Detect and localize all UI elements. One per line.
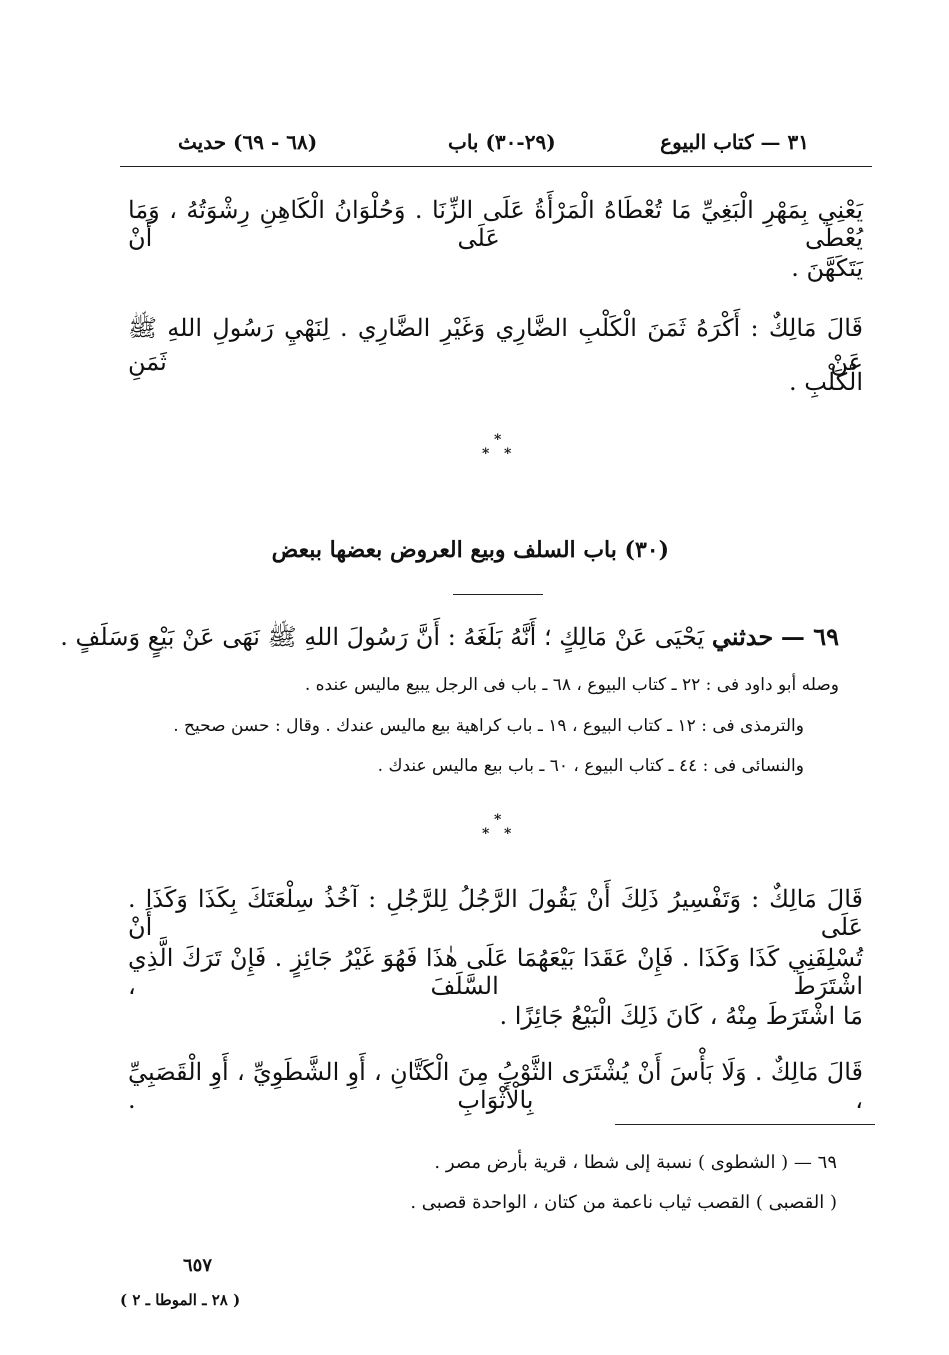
footnote: ٦٩ — ( الشطوى ) نسبة إلى شطا ، قرية بأرض مصر . — [434, 1152, 837, 1173]
header-hadith-range: (٦٨ - ٦٩) حديث — [178, 130, 318, 154]
header-book-title: ٣١ — كتاب البيوع — [660, 130, 809, 154]
footnote: ( القصبى ) القصب ثياب ناعمة من كتان ، الواحدة قصبى . — [410, 1192, 837, 1213]
body-line: تُسْلِفَنِي كَذَا وَكَذَا . فَإِنْ عَقَدَا بَيْعَهُمَا عَلَى هٰذَا فَهُوَ غَيْرُ جَائِزٍ . فَإِنْ تَرَكَ الَّذِي اشْتَرَطَ السَّلَفَ ، — [128, 944, 863, 1000]
header-chapter-range: (٢٩-٣٠) باب — [448, 130, 556, 154]
body-line: قَالَ مَالِكٌ . وَلَا بَأْسَ أَنْ يُشْتَرَى الثَّوْبُ مِنَ الْكَتَّانِ ، أَوِ الشَّطَوِيِّ ، أَوِ الْقَصَبِيِّ ، بِالْأَثْوَابِ . — [128, 1058, 863, 1114]
hadith-69 — [60, 622, 839, 657]
separator-stars: * * * — [482, 812, 512, 842]
body-line: يَعْنِي بِمَهْرِ الْبَغِيِّ مَا تُعْطَاهُ الْمَرْأَةُ عَلَى الزِّنَا . وَحُلْوَانُ الْكَاهِنِ رِشْوَتُهُ ، وَمَا يُعْطَى عَلَى أَنْ — [128, 196, 863, 252]
reference-line: وصله أبو داود فى : ٢٢ ـ كتاب البيوع ، ٦٨ ـ باب فى الرجل يبيع ماليس عنده . — [304, 675, 839, 695]
hadith-lead: حدثني — [711, 622, 774, 651]
hadith-text: يَحْيَى عَنْ مَالِكٍ ؛ أَنَّهُ بَلَغَهُ : أَنَّ رَسُولَ اللهِ ﷺ نَهَى عَنْ بَيْعٍ وَسَلَفٍ . — [60, 623, 705, 651]
footnote-rule — [615, 1124, 875, 1125]
hadith-number: ٦٩ — — [780, 622, 839, 651]
body-line: مَا اشْتَرَطَ مِنْهُ ، كَانَ ذَلِكَ الْبَيْعُ جَائِزًا . — [499, 1002, 863, 1030]
reference-line: والترمذى فى : ١٢ ـ كتاب البيوع ، ١٩ ـ باب كراهية بيع ماليس عندك . وقال : حسن صحيح . — [173, 716, 804, 736]
page-number: ٦٥٧ — [183, 1255, 213, 1276]
body-line: يَتَكَهَّنَ . — [791, 254, 863, 282]
printer-signature: ( ٢٨ ـ الموطا ـ ٢ ) — [120, 1291, 241, 1309]
body-line: قَالَ مَالِكٌ : وَتَفْسِيرُ ذَلِكَ أَنْ يَقُولَ الرَّجُلُ لِلرَّجُلِ : آخُذُ سِلْعَتَكَ بِكَذَا وَكَذَا . عَلَى أَنْ — [128, 885, 863, 941]
separator-stars: * * * — [482, 432, 512, 462]
body-line: قَالَ مَالِكٌ : أَكْرَهُ ثَمَنَ الْكَلْبِ الضَّارِي وَغَيْرِ الضَّارِي . لِنَهْيِ رَسُولِ اللهِ ﷺ عَنْ ثَمَنِ — [128, 314, 863, 376]
header-rule — [120, 166, 872, 167]
reference-line: والنسائى فى : ٤٤ ـ كتاب البيوع ، ٦٠ ـ باب بيع ماليس عندك . — [377, 756, 804, 776]
body-line: الْكَلْبِ . — [788, 368, 863, 396]
chapter-rule — [453, 594, 543, 595]
chapter-title: (٣٠) باب السلف وبيع العروض بعضها ببعض — [271, 537, 669, 563]
